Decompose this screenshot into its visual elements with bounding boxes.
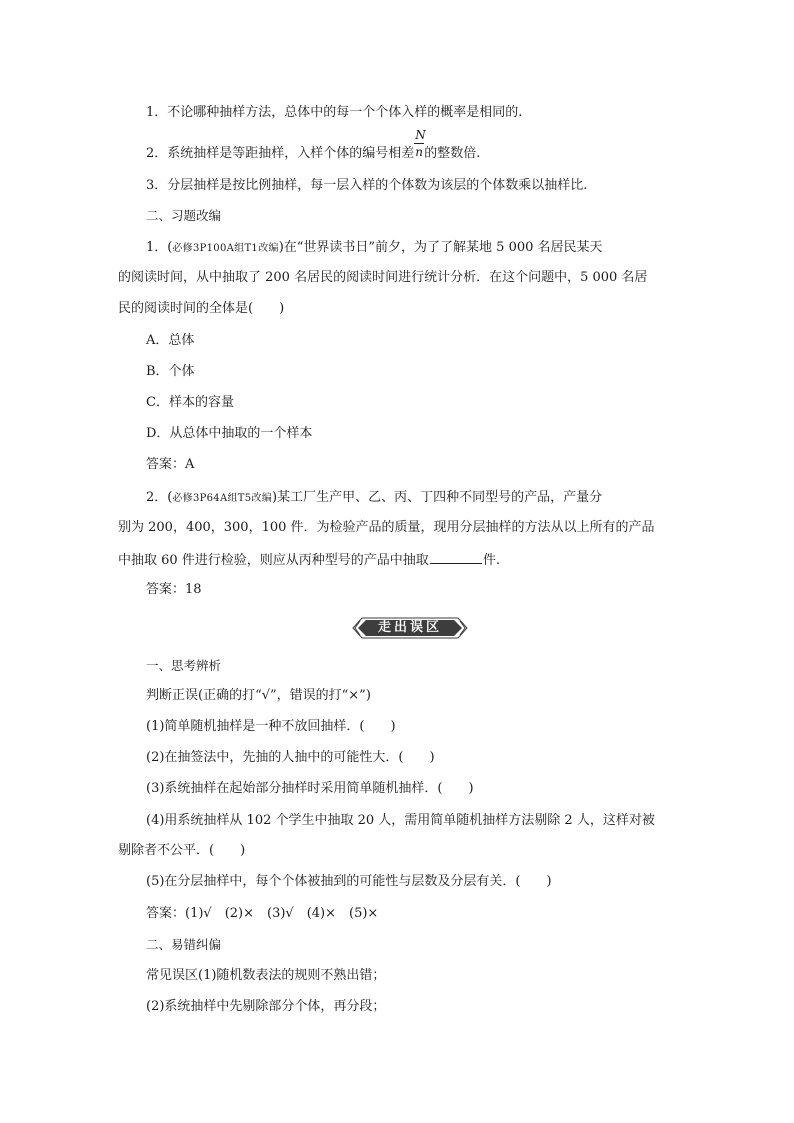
question-1-option-c: C．样本的容量 xyxy=(146,395,234,410)
question-2-answer: 答案：18 xyxy=(146,582,202,597)
question-1-option-a: A．总体 xyxy=(146,333,195,348)
question-1-line-3: 民的阅读时间的全体是( ) xyxy=(118,301,285,316)
question-2-line-1: 2．(必修3P64A组T5改编)某工厂生产甲、乙、丙、丁四种不同型号的产品，产量分 xyxy=(146,490,603,505)
judgment-item-4-cont: 剔除者不公平．( ) xyxy=(118,843,246,858)
answer-blank xyxy=(430,551,482,564)
question-1-answer: 答案：A xyxy=(146,457,195,472)
judgment-item-4: (4)用系统抽样从 102 个学生中抽取 20 人，需用简单随机抽样方法剔除 2 人，这样对被 xyxy=(146,813,655,828)
fraction-n-over-n: $\frac{N}{n}$ xyxy=(415,128,426,159)
judgment-instruction: 判断正误(正确的打“√”，错误的打“×”) xyxy=(146,688,371,703)
judgment-item-2: (2)在抽签法中，先抽的人抽中的可能性大．( ) xyxy=(146,750,435,765)
error-note-1: 常见误区(1)随机数表法的规则不熟出错； xyxy=(146,968,386,983)
question-1-option-b: B．个体 xyxy=(146,364,195,379)
question-1-option-d: D．从总体中抽取的一个样本 xyxy=(146,426,313,441)
section-heading-exercises: 二、习题改编 xyxy=(146,208,222,223)
question-2-line-2: 别为 200，400，300，100 件．为检验产品的质量，现用分层抽样的方法从以上所有的产品 xyxy=(118,520,655,535)
summary-point-1: 1．不论哪种抽样方法，总体中的每一个个体入样的概率是相同的. xyxy=(146,105,523,120)
banner-label: 走出误区 xyxy=(377,620,442,635)
judgment-answer: 答案：(1)√ (2)× (3)√ (4)× (5)× xyxy=(146,906,379,921)
section-heading-errors: 二、易错纠偏 xyxy=(146,937,222,952)
question-2-source: 必修3P64A组T5改编 xyxy=(172,493,273,504)
question-1-line-2: 的阅读时间，从中抽取了 200 名居民的阅读时间进行统计分析．在这个问题中，5 000 名居 xyxy=(118,270,648,285)
judgment-item-5: (5)在分层抽样中，每个个体被抽到的可能性与层数及分层有关．( ) xyxy=(146,874,552,889)
section-banner xyxy=(352,617,468,639)
summary-point-3: 3．分层抽样是按比例抽样，每一层入样的个体数为该层的个体数乘以抽样比. xyxy=(146,178,588,193)
error-note-2: (2)系统抽样中先剔除部分个体，再分段； xyxy=(146,999,386,1014)
section-heading-reflection: 一、思考辨析 xyxy=(146,658,222,673)
judgment-item-1: (1)简单随机抽样是一种不放回抽样．( ) xyxy=(146,719,396,734)
question-1-line-1: 1．(必修3P100A组T1改编)在“世界读书日”前夕，为了了解某地 5 000 名居民某天 xyxy=(146,240,603,255)
judgment-item-3: (3)系统抽样在起始部分抽样时采用简单随机抽样．( ) xyxy=(146,781,474,796)
summary-point-2: 2．系统抽样是等距抽样，入样个体的编号相差 $\frac{N}{n}$ 的整数倍. xyxy=(146,128,481,161)
question-2-line-3: 中抽取 60 件进行检验，则应从丙种型号的产品中抽取 件. xyxy=(118,553,500,568)
question-1-source: 必修3P100A组T1改编 xyxy=(172,243,279,254)
